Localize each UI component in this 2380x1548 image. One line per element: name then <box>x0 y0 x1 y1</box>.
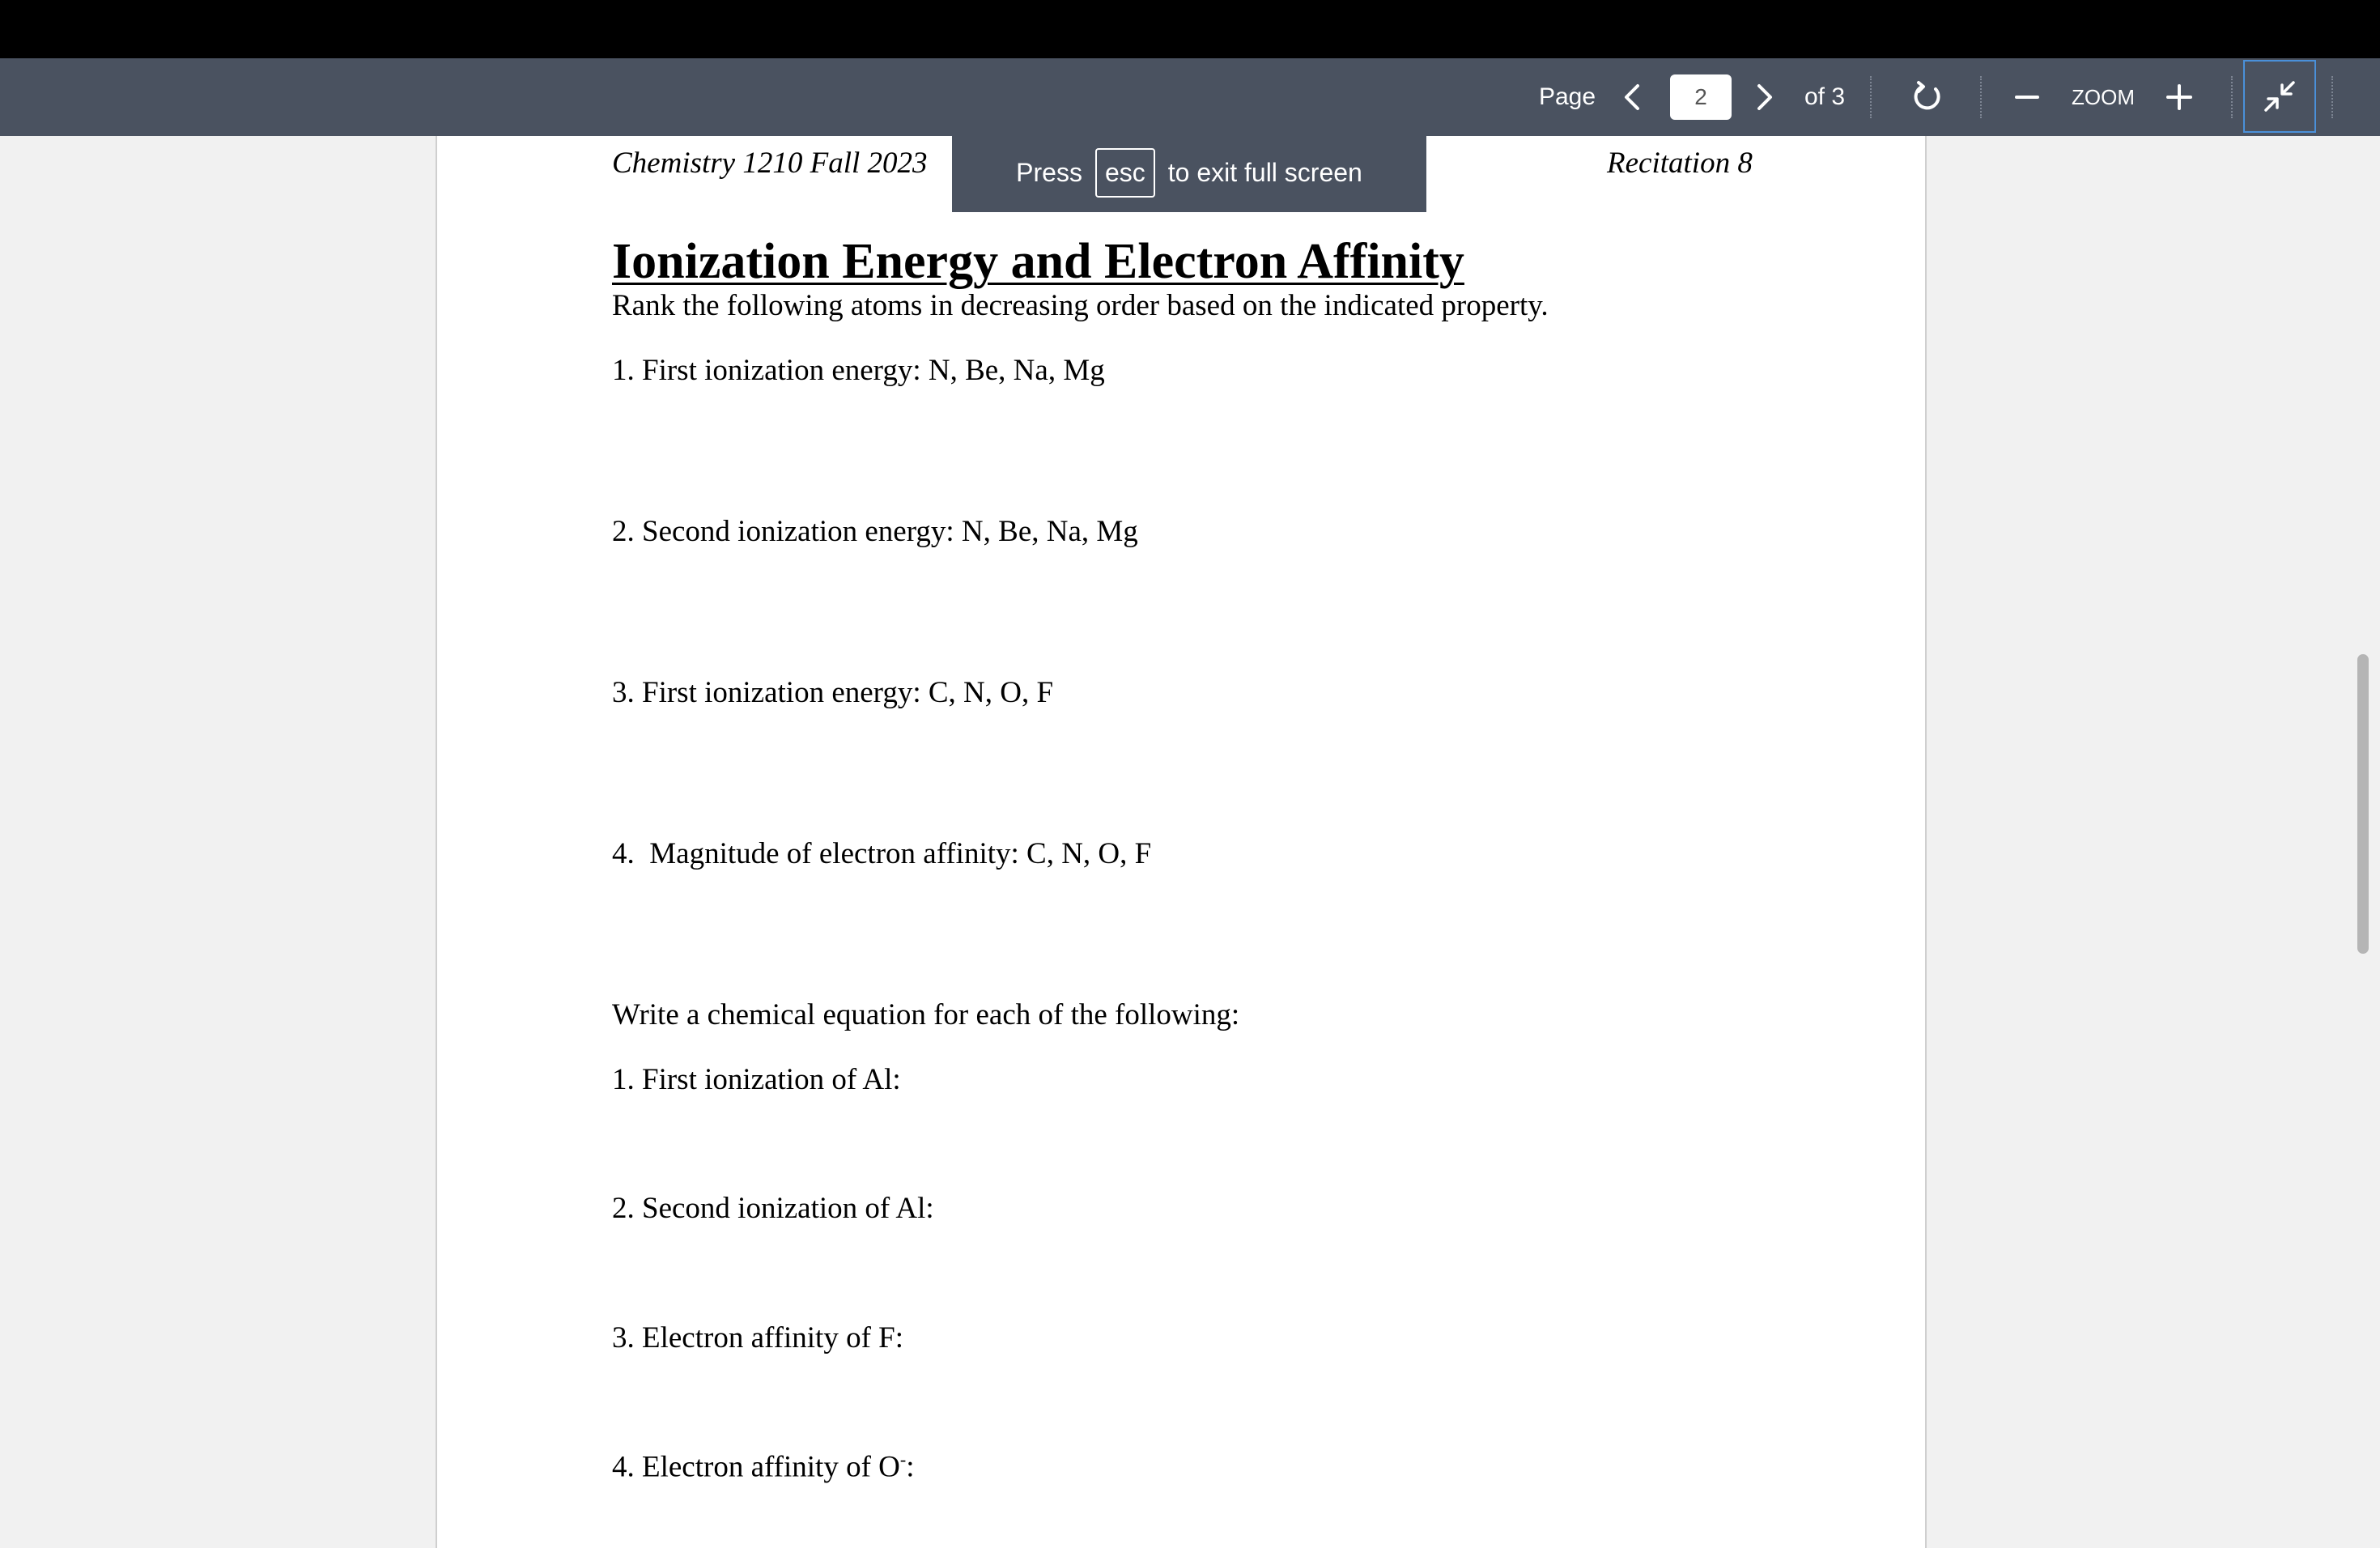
notice-press: Press <box>1016 157 1082 187</box>
equation-item: 2. Second ionization of Al: <box>612 1192 934 1225</box>
rank-item: 1. First ionization energy: N, Be, Na, Mg <box>612 354 1105 387</box>
rank-item: 3. First ionization energy: C, N, O, F <box>612 676 1054 709</box>
next-page-button[interactable] <box>1749 58 1781 136</box>
chevron-right-icon <box>1756 83 1774 111</box>
minus-icon <box>2015 85 2039 109</box>
header-recitation: Recitation 8 <box>1607 147 1753 180</box>
esc-key: esc <box>1095 148 1155 198</box>
rotate-icon <box>1909 79 1944 115</box>
equation-prompt: Write a chemical equation for each of the following: <box>612 998 1240 1031</box>
fullscreen-notice <box>952 133 1426 212</box>
equation-item-text: 4. Electron affinity of O <box>612 1450 900 1484</box>
rotate-button[interactable] <box>1904 58 1949 136</box>
equation-item <box>612 1449 914 1484</box>
document-page <box>436 136 1927 1548</box>
chevron-left-icon <box>1623 83 1641 111</box>
instruction-text: Rank the following atoms in decreasing order based on the indicated property. <box>612 289 1549 322</box>
zoom-in-button[interactable] <box>2163 58 2195 136</box>
page-title: Ionization Energy and Electron Affinity <box>612 234 1464 289</box>
zoom-label: ZOOM <box>2072 84 2135 109</box>
exit-fullscreen-icon <box>2263 80 2296 113</box>
rank-item: 2. Second ionization energy: N, Be, Na, Mg <box>612 515 1138 548</box>
toolbar-separator <box>1870 76 1872 118</box>
superscript-charge: - <box>899 1449 907 1469</box>
exit-fullscreen-button[interactable] <box>2243 60 2316 133</box>
zoom-out-button[interactable] <box>2011 58 2043 136</box>
equation-item: 1. First ionization of Al: <box>612 1063 901 1096</box>
page-total: of 3 <box>1804 83 1846 110</box>
top-black-bar <box>0 0 2380 58</box>
equation-item: 3. Electron affinity of F: <box>612 1321 903 1354</box>
rank-item: 4. Magnitude of electron affinity: C, N, O, F <box>612 837 1152 870</box>
toolbar-separator <box>2331 76 2333 118</box>
notice-message: to exit full screen <box>1167 157 1362 187</box>
previous-page-button[interactable] <box>1616 58 1648 136</box>
page-label: Page <box>1538 83 1596 110</box>
page-number-input[interactable] <box>1670 74 1732 120</box>
toolbar-separator <box>1980 76 1982 118</box>
toolbar-separator <box>2231 76 2233 118</box>
equation-item-colon: : <box>906 1450 915 1484</box>
plus-icon <box>2166 84 2192 110</box>
vertical-scrollbar[interactable] <box>2357 654 2369 954</box>
header-course: Chemistry 1210 Fall 2023 <box>612 147 928 180</box>
viewer-toolbar <box>0 58 2380 136</box>
